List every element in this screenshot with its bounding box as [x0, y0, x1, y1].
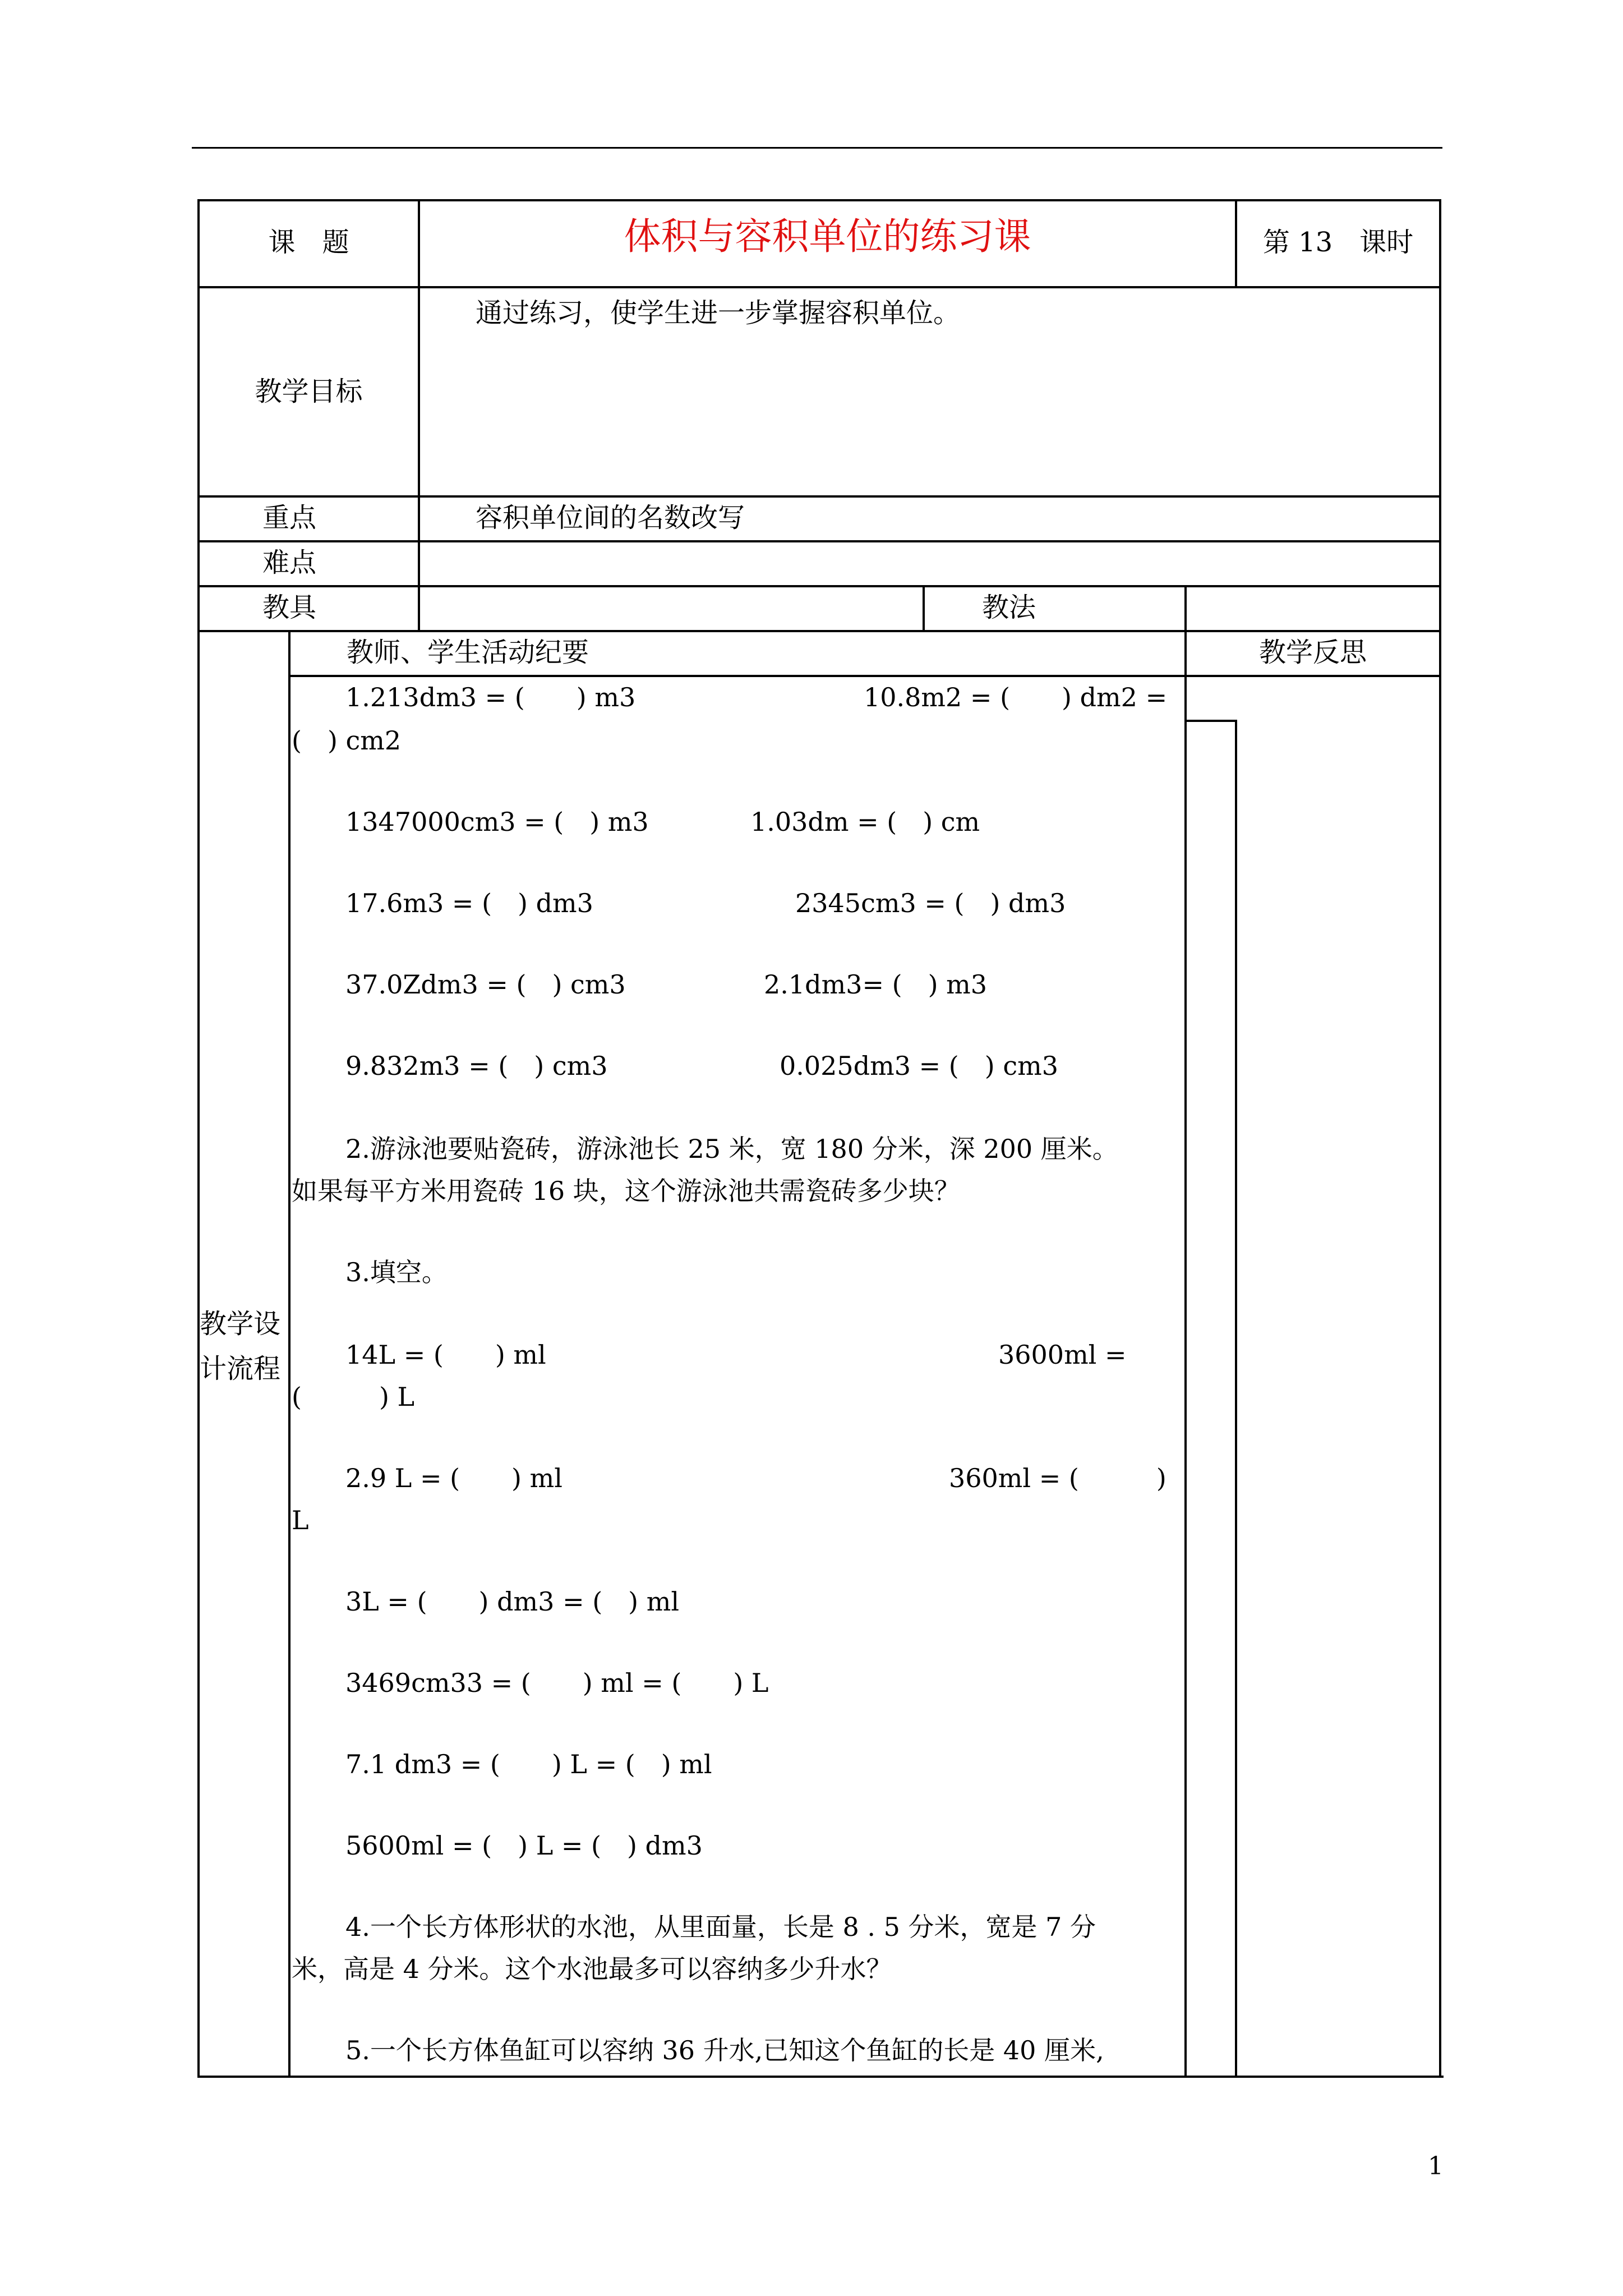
- activity-line-5a: 37.0Zdm3 = ( ) cm3: [345, 969, 626, 1000]
- table-border-top: [197, 199, 1441, 201]
- table-line: [288, 630, 291, 2078]
- activity-line-18a: 4.一个长方体形状的水池，从里面量，长是 8 . 5 分米，宽是 7 分: [345, 1912, 1096, 1942]
- activity-line-16a: 7.1 dm3 = ( ) L = ( ) ml: [345, 1749, 712, 1779]
- tools-label: 教具: [262, 592, 316, 623]
- activity-line-5b: 2.1dm3= ( ) m3: [764, 969, 988, 1000]
- process-side-label-1: 教学设: [200, 1308, 281, 1340]
- activity-line-1a: 1.213dm3 = ( ) m3: [345, 682, 636, 712]
- activity-line-15a: 3469cm33 = ( ) ml = ( ) L: [345, 1668, 769, 1698]
- activity-line-10a: 14L = ( ) ml: [345, 1340, 546, 1370]
- table-line: [1186, 720, 1236, 722]
- activity-line-4b: 2345cm3 = ( ) dm3: [795, 888, 1066, 918]
- table-line: [197, 286, 1441, 288]
- table-line: [288, 675, 1441, 677]
- activity-line-13a: L: [292, 1505, 309, 1535]
- table-border-bottom: [197, 2076, 1444, 2078]
- activity-line-12b: 360ml = ( ): [949, 1463, 1166, 1493]
- table-line: [197, 495, 1441, 498]
- activity-line-19a: 米，高是 4 分米。这个水池最多可以容纳多少升水？: [292, 1954, 892, 1984]
- table-line: [1184, 585, 1187, 2078]
- activity-line-3b: 1.03dm = ( ) cm: [750, 807, 980, 837]
- activity-line-6a: 9.832m3 = ( ) cm3: [345, 1051, 608, 1081]
- activity-line-4a: 17.6m3 = ( ) dm3: [345, 888, 593, 918]
- activity-line-14a: 3L = ( ) dm3 = ( ) ml: [345, 1586, 680, 1617]
- activity-line-7a: 2.游泳池要贴瓷砖，游泳池长 25 米，宽 180 分米，深 200 厘米。: [345, 1134, 1118, 1164]
- activity-header: 教师、学生活动纪要: [347, 637, 589, 668]
- activity-line-11a: ( ) L: [292, 1382, 415, 1412]
- key-text: 容积单位间的名数改写: [476, 502, 745, 533]
- difficult-label: 难点: [262, 547, 316, 578]
- activity-line-3a: 1347000cm3 = ( ) m3: [345, 807, 649, 837]
- table-line: [197, 540, 1441, 542]
- table-line: [1235, 720, 1237, 2078]
- lesson-title: 体积与容积单位的练习课: [624, 215, 1031, 258]
- activity-line-6b: 0.025dm3 = ( ) cm3: [780, 1051, 1058, 1081]
- subject-label: 课 题: [268, 227, 349, 258]
- activity-line-8a: 如果每平方米用瓷砖 16 块，这个游泳池共需瓷砖多少块？: [292, 1176, 960, 1206]
- activity-line-20a: 5.一个长方体鱼缸可以容纳 36 升水,已知这个鱼缸的长是 40 厘米,: [345, 2035, 1104, 2065]
- table-border-right: [1439, 199, 1441, 2078]
- activity-line-10b: 3600ml =: [998, 1340, 1127, 1370]
- activity-line-2a: ( ) cm2: [292, 725, 402, 756]
- header-rule: [192, 147, 1442, 149]
- goal-label: 教学目标: [255, 376, 363, 407]
- goal-text: 通过练习，使学生进一步掌握容积单位。: [476, 297, 961, 329]
- key-label: 重点: [262, 502, 316, 533]
- activity-line-9a: 3.填空。: [345, 1257, 448, 1287]
- reflection-header: 教学反思: [1258, 637, 1367, 668]
- activity-line-12a: 2.9 L = ( ) ml: [345, 1463, 562, 1493]
- activity-line-1b: 10.8m2 = ( ) dm2 =: [864, 682, 1168, 712]
- activity-line-17a: 5600ml = ( ) L = ( ) dm3: [345, 1830, 703, 1861]
- process-side-label-2: 计流程: [200, 1353, 281, 1384]
- page-number: 1: [1428, 2152, 1444, 2180]
- table-border-left: [197, 199, 200, 2078]
- table-line: [197, 630, 1441, 632]
- table-line: [418, 199, 420, 632]
- lesson-number: 第 13 课时: [1262, 227, 1414, 258]
- table-line: [197, 585, 1441, 587]
- method-label: 教法: [981, 592, 1036, 623]
